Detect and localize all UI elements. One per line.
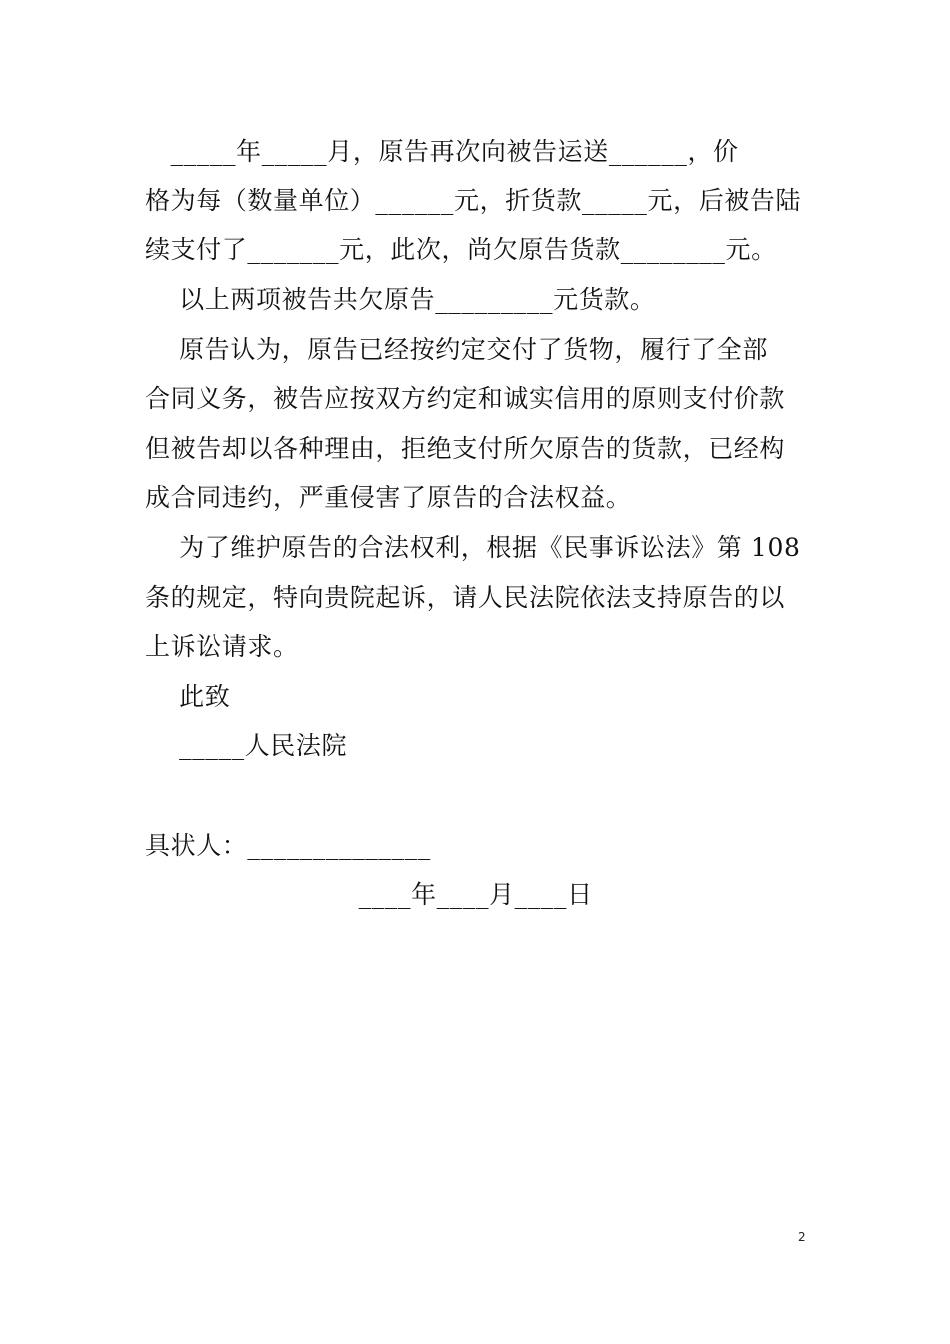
paragraph-line: _____年_____月，原告再次向被告运送______，价 — [145, 137, 739, 166]
paragraph-line: 以上两项被告共欠原告_________元货款。 — [145, 285, 656, 314]
paragraph-line: 格为每（数量单位）______元，折货款_____元，后被告陆 — [145, 186, 802, 215]
date-line: ____年____月____日 — [145, 880, 593, 909]
paragraph-line: 原告认为，原告已经按约定交付了货物，履行了全部 — [145, 335, 768, 364]
signatory-line: 具状人：______________ — [145, 831, 431, 860]
salutation: 此致 — [145, 682, 231, 711]
paragraph-line: 条的规定，特向贵院起诉，请人民法院依法支持原告的以 — [145, 583, 786, 612]
paragraph-line: 但被告却以各种理由，拒绝支付所欠原告的货款，已经构 — [145, 434, 786, 463]
paragraph-line: 成合同违约，严重侵害了原告的合法权益。 — [145, 483, 632, 512]
page-number: 2 — [798, 1230, 806, 1244]
paragraph-line: 为了维护原告的合法权利，根据《民事诉讼法》第 108 — [145, 533, 801, 562]
court-line: _____人民法院 — [145, 731, 348, 760]
paragraph-line: 续支付了_______元，此次，尚欠原告货款________元。 — [145, 235, 777, 264]
paragraph-line: 上诉讼请求。 — [145, 632, 299, 661]
paragraph-line: 合同义务，被告应按双方约定和诚实信用的原则支付价款 — [145, 384, 786, 413]
